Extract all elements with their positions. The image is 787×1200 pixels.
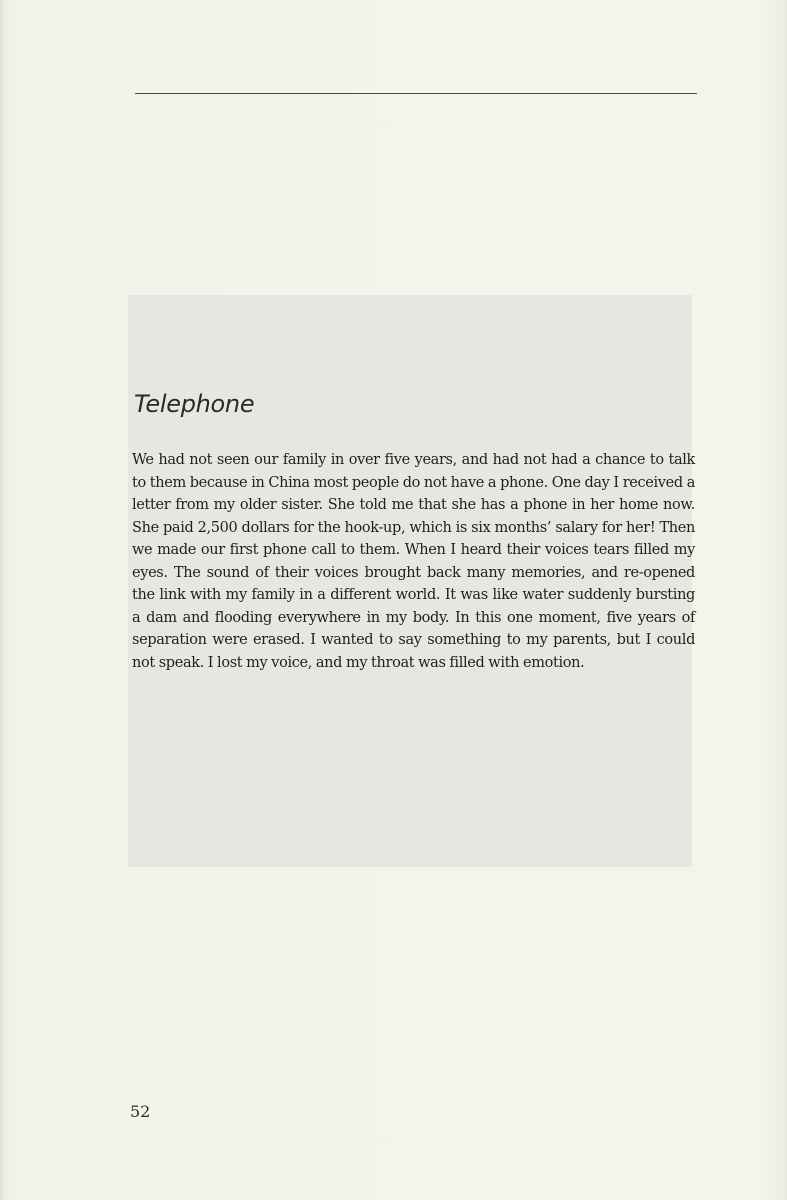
article-body: We had not seen our family in over five years, and had not had a chance to talk to them because in China most people do not have a phone. One day I received a letter from my older sister. She told me that she has a phone in her home now. She paid 2,500 dollars for the hook-up, which is six months’ salary for her! Then we made our first phone call to them. When I heard their voices tears filled my eyes. The sound of their voices brought back many memories, and re-opened the link with my family in a different world. It was like water suddenly bursting a dam and flooding everywhere in my body. In this one moment, five years of separation were erased. I wanted to say something to my parents, but I could not speak. I lost my voice, and my throat was filled with emotion. [132, 452, 695, 671]
page-number: 52 [130, 1102, 151, 1121]
header-rule [135, 93, 697, 94]
article-title: Telephone [134, 390, 255, 418]
